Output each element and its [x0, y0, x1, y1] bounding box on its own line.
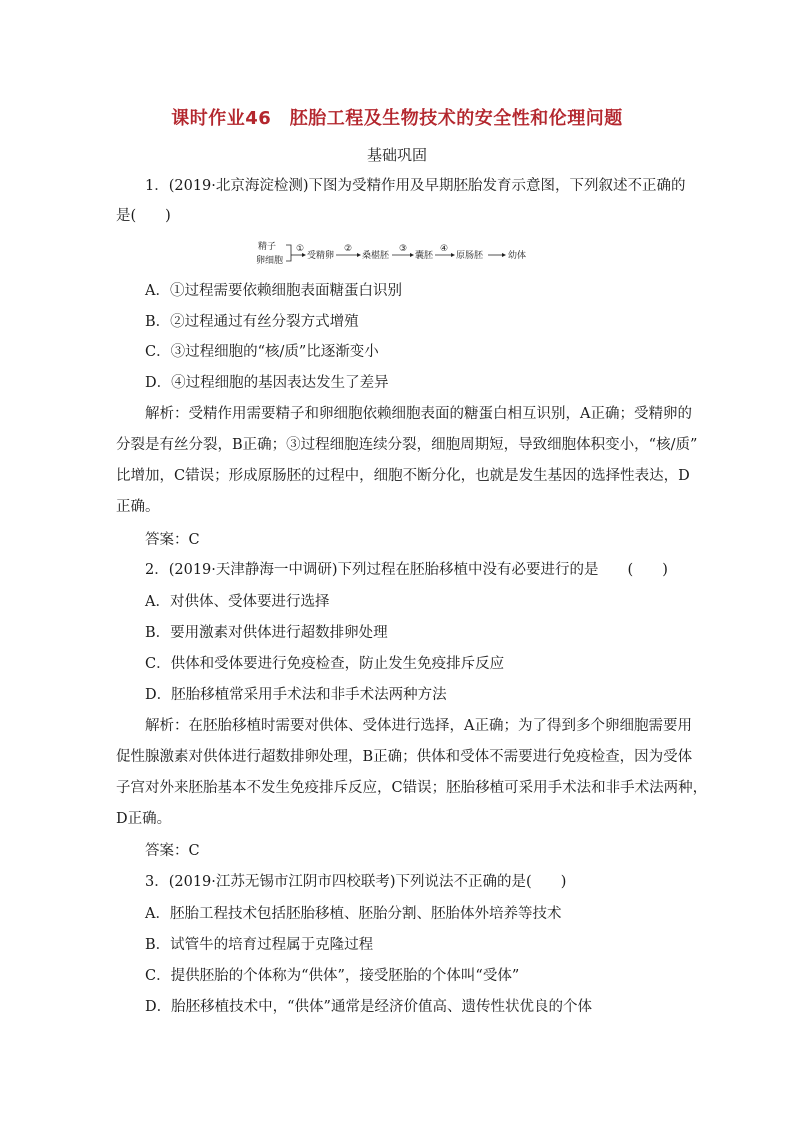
- question-3-option-c: C．提供胚胎的个体称为“供体”，接受胚胎的个体叫“受体”: [145, 968, 520, 984]
- question-1-option-b: B．②过程通过有丝分裂方式增殖: [145, 314, 359, 330]
- question-1-option-c: C．③过程细胞的“核/质”比逐渐变小: [145, 344, 379, 360]
- question-2-option-c: C．供体和受体要进行免疫检查，防止发生免疫排斥反应: [145, 656, 505, 672]
- question-2-stem: 2．(2019·天津静海一中调研)下列过程在胚胎移植中没有必要进行的是 ( ): [145, 562, 668, 578]
- question-1-explanation-line2: 分裂是有丝分裂，B正确；③过程细胞连续分裂，细胞周期短，导致细胞体积变小，“核/质”: [116, 437, 698, 453]
- question-1-answer: 答案：C: [145, 532, 200, 548]
- question-2-option-a: A．对供体、受体要进行选择: [145, 594, 330, 610]
- question-1-option-a: A．①过程需要依赖细胞表面糖蛋白识别: [145, 283, 402, 299]
- question-3-option-b: B．试管牛的培育过程属于克隆过程: [145, 937, 374, 953]
- question-2-option-b: B．要用激素对供体进行超数排卵处理: [145, 625, 388, 641]
- question-1-explanation-line4: 正确。: [116, 499, 160, 515]
- question-1-stem-line2: 是( ): [116, 208, 171, 224]
- question-2-explanation-line1: 解析：在胚胎移植时需要对供体、受体进行选择，A正确；为了得到多个卵细胞需要用: [145, 718, 692, 734]
- question-2-option-d: D．胚胎移植常采用手术法和非手术法两种方法: [145, 687, 447, 703]
- question-2-explanation-line4: D正确。: [116, 811, 172, 827]
- question-2-answer: 答案：C: [145, 843, 200, 859]
- diagram-step-2: ②: [344, 244, 353, 254]
- question-2-explanation-line3: 子宫对外来胚胎基本不发生免疫排斥反应，C错误；胚胎移植可采用手术法和非手术法两种，: [116, 780, 708, 796]
- diagram-blastocyst: 囊胚: [415, 251, 434, 261]
- section-heading: 基础巩固: [366, 146, 427, 164]
- question-3-option-a: A．胚胎工程技术包括胚胎移植、胚胎分割、胚胎体外培养等技术: [145, 906, 562, 922]
- diagram-arrowhead-4: [451, 253, 455, 257]
- diagram-gastrula: 原肠胚: [456, 251, 484, 261]
- question-1-stem-line1: 1．(2019·北京海淀检测)下图为受精作用及早期胚胎发育示意图，下列叙述不正确的: [145, 178, 686, 194]
- diagram-bracket: [286, 245, 291, 261]
- fertilization-diagram: [256, 238, 556, 268]
- diagram-larva: 幼体: [508, 251, 527, 261]
- diagram-sperm: 精子: [258, 242, 277, 252]
- page-title: 课时作业46 胚胎工程及生物技术的安全性和伦理问题: [171, 108, 623, 129]
- diagram-step-3: ③: [399, 244, 408, 254]
- question-3-stem: 3．(2019·江苏无锡市江阴市四校联考)下列说法不正确的是( ): [145, 874, 567, 890]
- diagram-egg: 卵细胞: [256, 256, 284, 266]
- diagram-step-1: ①: [296, 244, 305, 254]
- diagram-zygote: 受精卵: [307, 251, 335, 261]
- question-2-explanation-line2: 促性腺激素对供体进行超数排卵处理，B正确；供体和受体不需要进行免疫检查，因为受体: [116, 749, 693, 765]
- question-3-option-d: D．胎胚移植技术中，“供体”通常是经济价值高、遗传性状优良的个体: [145, 999, 592, 1015]
- question-1-option-d: D．④过程细胞的基因表达发生了差异: [145, 375, 389, 391]
- diagram-arrowhead-2: [357, 253, 361, 257]
- question-1-explanation-line1: 解析：受精作用需要精子和卵细胞依赖细胞表面的糖蛋白相互识别，A正确；受精卵的: [145, 406, 692, 422]
- diagram-morula: 桑椹胚: [362, 251, 390, 261]
- question-1-explanation-line3: 比增加，C错误；形成原肠胚的过程中，细胞不断分化，也就是发生基因的选择性表达，D: [116, 468, 690, 484]
- diagram-step-4: ④: [440, 244, 449, 254]
- diagram-arrowhead-5: [502, 253, 506, 257]
- diagram-arrowhead-3: [410, 253, 414, 257]
